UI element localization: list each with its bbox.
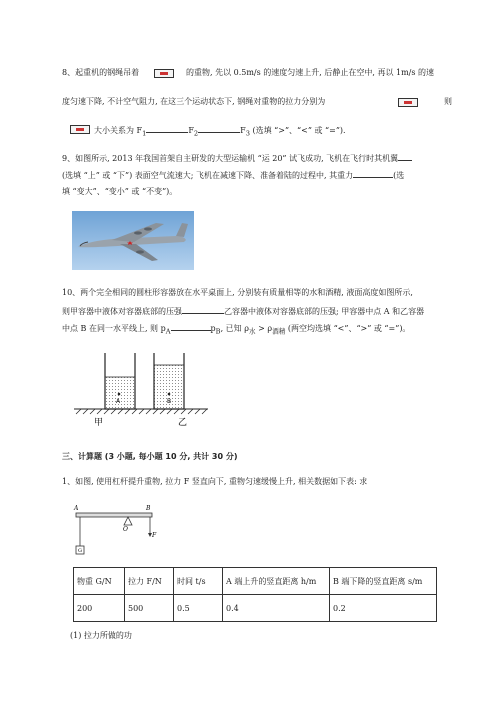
answer-blank[interactable]	[198, 123, 240, 133]
weight-icon	[398, 98, 418, 107]
q10-line1: 10、两个完全相同的圆柱形容器放在水平桌面上, 分别装有质量相等的水和酒精, 液面高度如图所示,	[62, 288, 413, 297]
q10-line2: 则甲容器中液体对容器底部的压强 乙容器中液体对容器底部的压强; 甲容器中点 A 和乙容器	[62, 304, 424, 317]
table-header-cell: 拉力 F/N	[125, 568, 174, 595]
table-cell: 0.4	[223, 595, 330, 622]
table-cell: 500	[125, 595, 174, 622]
table-cell: 200	[74, 595, 125, 622]
pivot-o-label: O	[123, 526, 128, 533]
q8-line2b: 则	[444, 97, 452, 106]
q9-line2: (选填 “上” 或 “下”) 表面空气流速大; 飞机在减速下降、准备着陆的过程中, 其重力 (选	[62, 168, 404, 181]
answer-blank[interactable]	[146, 123, 188, 133]
answer-blank[interactable]	[171, 321, 211, 331]
lever-end-b-label: B	[146, 505, 151, 512]
force-f-label: F	[152, 532, 157, 539]
table-cell: 0.5	[174, 595, 223, 622]
weight-icon	[70, 125, 90, 134]
q9-line3: 填 “变大”、“变小” 或 “不变”)。	[62, 187, 178, 196]
containers-figure	[72, 343, 222, 429]
table-header-cell: 时间 t/s	[174, 568, 223, 595]
point-a-label: A	[116, 398, 121, 405]
data-table	[73, 567, 437, 622]
table-header-row	[74, 568, 437, 595]
answer-blank[interactable]	[398, 151, 412, 161]
table-cell: 0.2	[330, 595, 437, 622]
answer-blank[interactable]	[182, 304, 224, 314]
q1-text: 1、如图, 使用杠杆提升重物, 拉力 F 竖直向下, 重物匀速缓慢上升, 相关数据如下表: 求	[62, 477, 368, 486]
table-header-cell: 物重 G/N	[74, 568, 125, 595]
q8-line3: 大小关系为 $F_1$ $F_2$ $F_3$ (选填 “>”、“<” 或 “=”).	[94, 123, 346, 140]
container-yi-label: 乙	[178, 418, 188, 428]
container-jia-label: 甲	[94, 418, 104, 428]
table-header-cell: B 端下降的竖直距离 s/m	[330, 568, 437, 595]
q10-line3: 中点 B 在同一水平线上, 则 $p_A$ $p_B$, 已知 $\rho_水 > \rho_{酒精}$ (两空均选填 “<”、“>” 或 “=”)。	[62, 321, 410, 338]
q8-line2a: 度匀速下降, 不计空气阻力, 在这三个运动状态下, 钢绳对重物的拉力分别为	[62, 97, 326, 106]
lever-figure	[70, 502, 160, 562]
table-header-cell: A 端上升的竖直距离 h/m	[223, 568, 330, 595]
q8-line1a: 8、起重机的钢绳吊着	[62, 68, 140, 77]
airplane-photo	[72, 211, 194, 270]
weight-icon	[154, 69, 174, 78]
point-b-label: B	[167, 398, 172, 405]
table-row	[74, 595, 437, 622]
q1-subquestion: (1) 拉力所做的功	[70, 631, 132, 640]
answer-blank[interactable]	[353, 168, 393, 178]
q9-line1: 9、如图所示, 2013 年我国首架自主研发的大型运输机 “运 20” 试飞成功, 飞机在飞行时其机翼	[62, 151, 412, 164]
q8-line1b: 的重物, 先以 0.5m/s 的速度匀速上升, 后静止在空中, 再以 1m/s 的速	[186, 68, 435, 77]
section-title: 三、计算题 (3 小题, 每小题 10 分, 共计 30 分)	[62, 452, 238, 461]
lever-end-a-label: A	[74, 505, 79, 512]
weight-g-label: G	[78, 548, 82, 554]
